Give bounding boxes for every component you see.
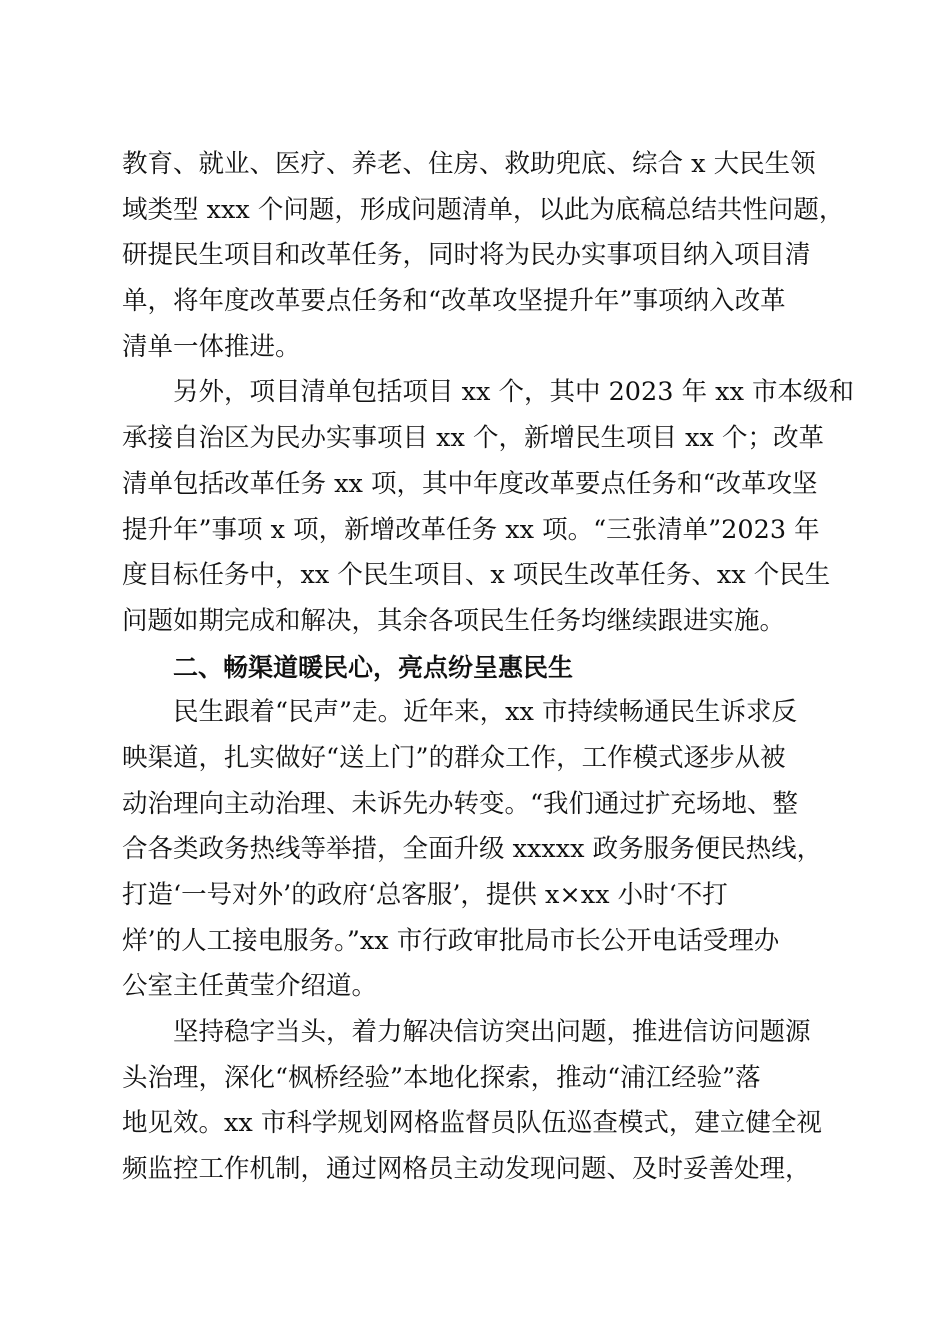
paragraph-p3	[122, 690, 834, 1010]
text-line: 头治理，深化“枫桥经验”本地化探索，推动“浦江经验”落	[122, 1062, 761, 1093]
text-line: 研提民生项目和改革任务，同时将为民办实事项目纳入项目清	[122, 240, 811, 271]
paragraph-p1	[122, 142, 845, 370]
text-line: 频监控工作机制，通过网格员主动发现问题、及时妥善处理，	[122, 1154, 811, 1185]
paragraph-p4	[122, 1010, 834, 1193]
document-body	[122, 142, 855, 1193]
text-line: 提升年”事项 x 项，新增改革任务 xx 项。“三张清单”2023 年	[122, 514, 820, 545]
section-heading	[122, 645, 834, 691]
text-line: 合各类政务热线等举措，全面升级 xxxxx 政务服务便民热线，	[122, 834, 823, 865]
text-line: 清单包括改革任务 xx 项，其中年度改革要点任务和“改革攻坚	[122, 468, 818, 499]
text-line: 清单一体推进。	[122, 331, 301, 362]
text-line: 承接自治区为民办实事项目 xx 个，新增民生项目 xx 个；改革	[122, 423, 824, 454]
text-line: 度目标任务中，xx 个民生项目、x 项民生改革任务、xx 个民生	[122, 560, 831, 591]
text-line: 问题如期完成和解决，其余各项民生任务均继续跟进实施。	[122, 605, 786, 636]
text-line: 打造‘一号对外’的政府‘总客服’，提供 x×xx 小时‘不打	[122, 880, 728, 910]
text-line: 地见效。xx 市科学规划网格监督员队伍巡查模式，建立健全视	[122, 1108, 822, 1139]
text-line: 烊’的人工接电服务。”xx 市行政审批局市长公开电话受理办	[122, 925, 780, 956]
text-line: 坚持稳字当头，着力解决信访突出问题，推进信访问题源	[173, 1017, 811, 1048]
text-line: 映渠道，扎实做好“送上门”的群众工作，工作模式逐步从被	[122, 742, 786, 773]
text-line: 公室主任黄莹介绍道。	[122, 971, 378, 1002]
text-line: 民生跟着“民声”走。近年来，xx 市持续畅通民生诉求反	[173, 697, 797, 728]
paragraph-p2	[122, 370, 855, 644]
text-line: 单，将年度改革要点任务和“改革攻坚提升年”事项纳入改革	[122, 286, 786, 317]
text-line: 另外，项目清单包括项目 xx 个，其中 2023 年 xx 市本级和	[173, 377, 855, 408]
text-line: 教育、就业、医疗、养老、住房、救助兜底、综合 x 大民生领	[122, 149, 816, 179]
section-heading-text: 二、畅渠道暖民心，亮点纷呈惠民生	[173, 652, 574, 682]
text-line: 域类型 xxx 个问题，形成问题清单，以此为底稿总结共性问题，	[122, 194, 845, 225]
text-line: 动治理向主动治理、未诉先办转变。“我们通过扩充场地、整	[122, 788, 799, 819]
